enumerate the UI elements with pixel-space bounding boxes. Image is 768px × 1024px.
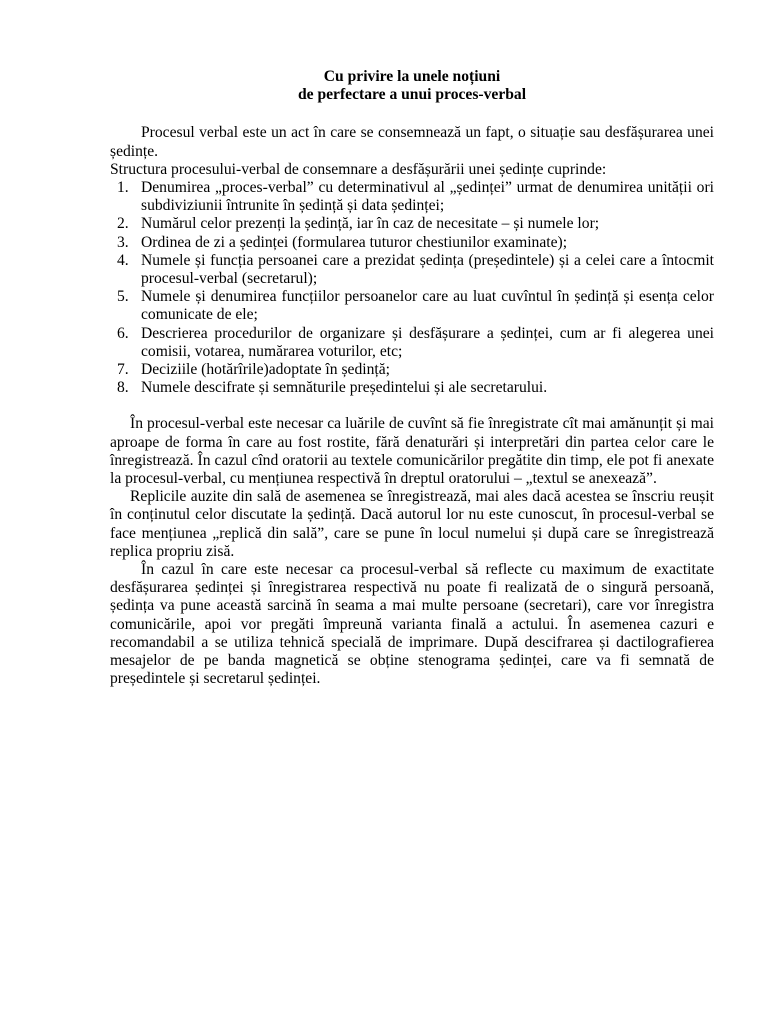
list-item-text: Numele descifrate și semnăturile președintelui și ale secretarului. — [141, 379, 548, 397]
list-item-number: 2. — [117, 215, 129, 233]
list-item-text: Deciziile (hotărîrile)adoptate în ședință; — [141, 361, 390, 379]
list-item-number: 1. — [117, 179, 129, 197]
title-spacer — [110, 104, 714, 124]
list-item — [110, 379, 714, 397]
list-item-number: 4. — [117, 251, 129, 269]
list-item-text: Ordinea de zi a ședinței (formularea tuturor chestiunilor examinate); — [141, 233, 568, 251]
document-page — [110, 68, 714, 689]
list-item-number: 5. — [117, 288, 129, 306]
list-item-text: Numele și denumirea funcțiilor persoanelor care au luat cuvîntul în ședință și esența celor comunicate de ele; — [141, 288, 714, 324]
list-item-number: 8. — [117, 379, 129, 397]
structure-heading: Structura procesului-verbal de consemnare a desfășurării unei ședințe cuprinde: — [110, 160, 607, 178]
list-item — [110, 361, 714, 379]
list-item-text: Numele și funcția persoanei care a prezidat ședința (președintele) și a celei care a întocmit procesul-verbal (secretarul); — [141, 251, 714, 288]
structure-list — [110, 179, 714, 397]
section-spacer — [110, 397, 714, 415]
title-line-2: de perfectare a unui proces-verbal — [297, 86, 527, 104]
list-item — [110, 234, 714, 252]
list-item-text: Denumirea „proces-verbal” cu determinativul al „ședinței” urmat de denumirea unității ori subdiviziunii întrunite în ședință și data ședinței; — [141, 179, 714, 215]
list-item — [110, 288, 714, 324]
list-item — [110, 179, 714, 215]
body-paragraph-4: În cazul în care este necesar ca procesul-verbal să reflecte cu maximum de exactitate desfășurarea ședinței și înregistrarea respectivă nu poate fi realizată de o singură persoană, ședința va pune această sarcină în seama a mai multe persoane (secretari), care vor înregistra comunicările, apoi vor pregăti împreună varianta finală a actului. În asemenea cazuri e recomandabil a se utiliza tehnică specială de imprimare. După descifrarea și dactilografierea mesajelor de pe banda magnetică se obține stenograma ședinței, care va fi semnată de președintele și secretarul ședinței. — [110, 561, 714, 688]
list-item-number: 7. — [117, 361, 129, 379]
title-line-1: Cu privire la unele noțiuni — [323, 68, 501, 85]
document-title — [110, 68, 714, 104]
list-item — [110, 252, 714, 288]
list-item-number: 6. — [117, 324, 129, 342]
body-paragraph-2: În procesul-verbal este necesar ca luările de cuvînt să fie înregistrate cît mai amănunțit și mai aproape de forma în care au fost rostite, fără denaturări și interpretări din partea celor care le înregistrează. În cazul cînd oratorii au textele comunicărilor pregătite din timp, ele pot fi anexate la procesul-verbal, cu mențiunea respectivă în dreptul oratorului – „textul se anexează”. — [110, 415, 714, 488]
list-item-text: Descrierea procedurilor de organizare și desfășurare a ședinței, cum ar fi alegerea unei comisii, votarea, numărarea voturilor, etc; — [141, 324, 714, 360]
list-item-text: Numărul celor prezenți la ședință, iar în caz de necesitate – și numele lor; — [141, 215, 600, 233]
body-paragraph-3: Replicile auzite din sală de asemenea se înregistrează, mai ales dacă acestea se înscriu reușit în conținutul celor discutate la ședință. Dacă autorul lor nu este cunoscut, în procesul-verbal se face mențiunea „replică din sală”, care se pune în locul numelui și după care se înregistrează replica propriu zisă. — [110, 488, 714, 560]
list-item — [110, 215, 714, 233]
list-item — [110, 325, 714, 361]
list-item-number: 3. — [117, 233, 129, 251]
intro-paragraph: Procesul verbal este un act în care se consemnează un fapt, o situație sau desfășurarea unei ședințe. — [110, 124, 714, 160]
